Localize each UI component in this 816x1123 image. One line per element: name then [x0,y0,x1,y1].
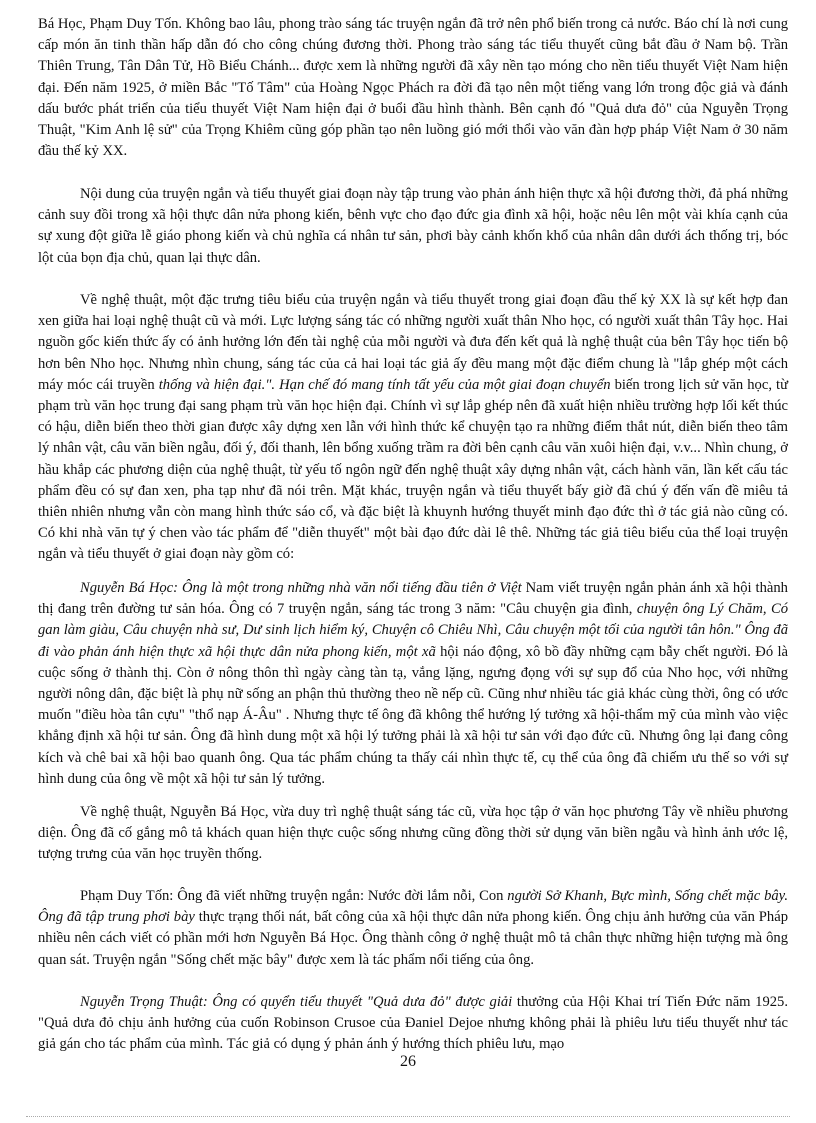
text-run: hội náo động, xô bồ đầy những cạm bẫy chết người. Đó là cuộc sống ở thành thị. Còn ở nông thôn thì ngày càng tàn tạ, vắng lặng, ngưng đọng với sự sụp đổ của Nho học, với những người nông dân, đặc biệt là phụ nữ sống an phận thủ thường theo nề nếp cũ. Cũng như nhiều tác giả khác cùng thời, ông có ước muốn "điều hòa tân cựu" "thổ nạp Á-Âu" . Nhưng thực tế ông đã không thể hướng lý tưởng xã hội-thẩm mỹ của mình vào việc khẳng định xã hội tư sản. Ông đã hình dung một xã hội lý tưởng phải là xã hội tư sản với đạo đức cũ. Nhưng ông lại đang công kích và chê bai xã hội bao quanh ông. Qua tác phẩm chúng ta thấy cái nhìn thực tế, cụ thể của ông đã chiếm ưu thế so với sự hình dung của ông về một xã hội tư sản lý tưởng. [38,643,788,787]
text-run: thực trạng thối nát, bất công của xã hội thực dân nửa phong kiến. Ông chịu ảnh hưởng của văn Pháp nhiều nên cách viết có phần mới hơn Nguyễn Bá Học. Ông thành công ở nghệ thuật mô tả chân thực những hiện tượng mà ông quan sát. Truyện ngắn "Sống chết mặc bây" được xem là tác phẩm nổi tiếng của ông. [38,909,788,968]
paragraph-pham-duy-ton [38,886,788,971]
italic-text-run: người Sở Khanh, Bực mình, Sống chết mặc bây. Ông đã tập trung phơi bày [38,888,788,926]
italic-text-run: Nguyễn Bá Học: Ông là một trong những nhà văn nổi tiếng đầu tiên ở Việt [80,580,522,596]
text-run: Nội dung của truyện ngắn và tiểu thuyết giai đoạn này tập trung vào phản ánh hiện thực xã hội đương thời, đả phá những cảnh suy đồi trong xã hội thực dân nửa phong kiến, bênh vực cho đạo đức gia đình xã hội, hoặc nêu lên một vài khía cạnh của sự xung đột giữa lễ giáo phong kiến và chủ nghĩa cá nhân tư sản, phơi bày cảnh khốn khổ của nhân dân dưới ách thống trị, bóc lột của bọn địa chủ, quan lại thực dân. [38,186,788,266]
page-number: 26 [400,1053,416,1070]
paragraph-nguyen-trong-thuat [38,992,788,1056]
italic-text-run: Nguyễn Trọng Thuật: Ông có quyển tiểu thuyết "Quả dưa đỏ" được giải [80,994,513,1010]
paragraph-nguyen-ba-hoc [38,578,788,790]
italic-text-run: thống và hiện đại.". Hạn chế đó mang tính tất yếu của một giai đoạn chuyển [158,376,611,393]
text-run: biến trong lịch sử văn học, từ phạm trù văn học trung đại sang phạm trù văn học hiện đại. Chính vì sự lắp ghép nên đã xuất hiện nhiều trường hợp lối kết thúc có hậu, diễn biến theo thời gian được xây dựng xen lẫn với hình thức kể chuyện tạo ra những điểm thắt nút, diễn biến theo tâm lý nhân vật, câu văn biền ngẫu, đối ý, đối thanh, lên bổng xuống trầm ra đời bên cạnh câu văn xuôi hiện đại, v.v... Nhìn chung, ở hầu khắp các phương diện của nghệ thuật, từ yếu tố ngôn ngữ đến nghệ thuật xây dựng nhân vật, cách hành văn, lần kết cấu tác phẩm đều có sự đan xen, pha tạp như đã nói trên. Mặt khác, truyện ngắn và tiểu thuyết bấy giờ đã chú ý đến vấn đề miêu tả thiên nhiên nhưng vẫn còn mang hình thức sáo cổ, và đặc biệt là khuynh hướng thuyết minh đạo đức thì ở tác giả nào cũng có. Có khi nhà văn tự ý chen vào tác phẩm để "diễn thuyết" một bài đạo đức dài lê thê. Những tác giả tiêu biểu của thể loại truyện ngắn và tiểu thuyết ở giai đoạn này gồm có: [38,376,788,563]
text-run: Về nghệ thuật, Nguyễn Bá Học, vừa duy trì nghệ thuật sáng tác cũ, vừa học tập ở văn học phương Tây về nhiều phương diện. Ông đã cố gắng mô tả khách quan hiện thực cuộc sống nhưng cũng đồng thời sử dụng văn biền ngẫu và hình ảnh ước lệ, tượng trưng của văn học truyền thống. [38,804,788,863]
paragraph-art [38,290,788,566]
paragraph-nguyen-ba-hoc-art [38,802,788,866]
italic-text-run: chuyện ông Lý Chăm, Có gan làm giàu, Câu chuyện nhà sư, Dư sinh lịch hiểm ký, Chuyện cô Chiêu Nhì, Câu chuyện một tối của người tân hôn." Ông đã đi vào phản ánh hiện thực xã hội thực dân nửa phong kiến, một xã [38,601,788,660]
text-run: Phạm Duy Tốn: Ông đã viết những truyện ngắn: Nước đời lắm nỗi, Con [80,888,508,904]
footer-dotted-line [26,1116,790,1117]
paragraph-intro-continued [38,14,788,162]
text-run: Nam viết truyện ngắn phản ánh xã hội thành thị đang trên đường tư sản hóa. Ông có 7 truyện ngắn, sáng tác trong 3 năm: "Câu chuyện gia đình, [38,580,788,618]
text-run: Về nghệ thuật, một đặc trưng tiêu biểu của truyện ngắn và tiểu thuyết trong giai đoạn đầu thế kỷ XX là sự kết hợp đan xen giữa hai loại nghệ thuật cũ và mới. Lực lượng sáng tác có những người xuất thân Nho học, có người xuất thân Tây học. Hai nguồn gốc kiến thức ấy có ảnh hưởng lớn đến tài nghệ của mỗi người và đưa đến kết quả là nghệ thuật của bên Tây học tiến bộ hơn bên Nho học. Nhưng nhìn chung, sáng tác của cả hai loại tác giả ấy đều mang một đặc điểm chung là "lắp ghép một cách máy móc cái truyền [38,292,788,393]
text-run: thưởng của Hội Khai trí Tiến Đức năm 1925. "Quả dưa đỏ chịu ảnh hưởng của cuốn Robinson Crusoe của Đaniel Dejoe nhưng không phải là phiêu lưu tiểu thuyết như tác giả gán cho tác phẩm của mình. Tác giả có dụng ý phản ánh ý hướng thích phiêu lưu, mạo [38,994,789,1053]
text-run: Bá Học, Phạm Duy Tốn. Không bao lâu, phong trào sáng tác truyện ngắn đã trở nên phổ biến trong cả nước. Báo chí là nơi cung cấp món ăn tinh thần hấp dẫn đó cho công chúng đương thời. Phong trào sáng tác tiểu thuyết cũng bắt đầu ở Nam bộ. Trần Thiên Trung, Tân Dân Tử, Hồ Biểu Chánh... được xem là những người đã xây nền tạo móng cho nền tiểu thuyết Việt Nam hiện đại. Đến năm 1925, ở miền Bắc "Tố Tâm" của Hoàng Ngọc Phách ra đời đã tạo nên một tiếng vang lớn trong độc giả và đánh dấu bước phát triển của tiểu thuyết Việt Nam hiện đại ở buổi đầu hình thành. Bên cạnh đó "Quả dưa đỏ" của Nguyễn Trọng Thuật, "Kim Anh lệ sử" của Trọng Khiêm cũng góp phần tạo nên luồng gió mới thổi vào văn đàn hợp pháp Việt Nam ở 30 năm đầu thế kỷ XX. [38,16,788,160]
paragraph-content [38,184,788,269]
